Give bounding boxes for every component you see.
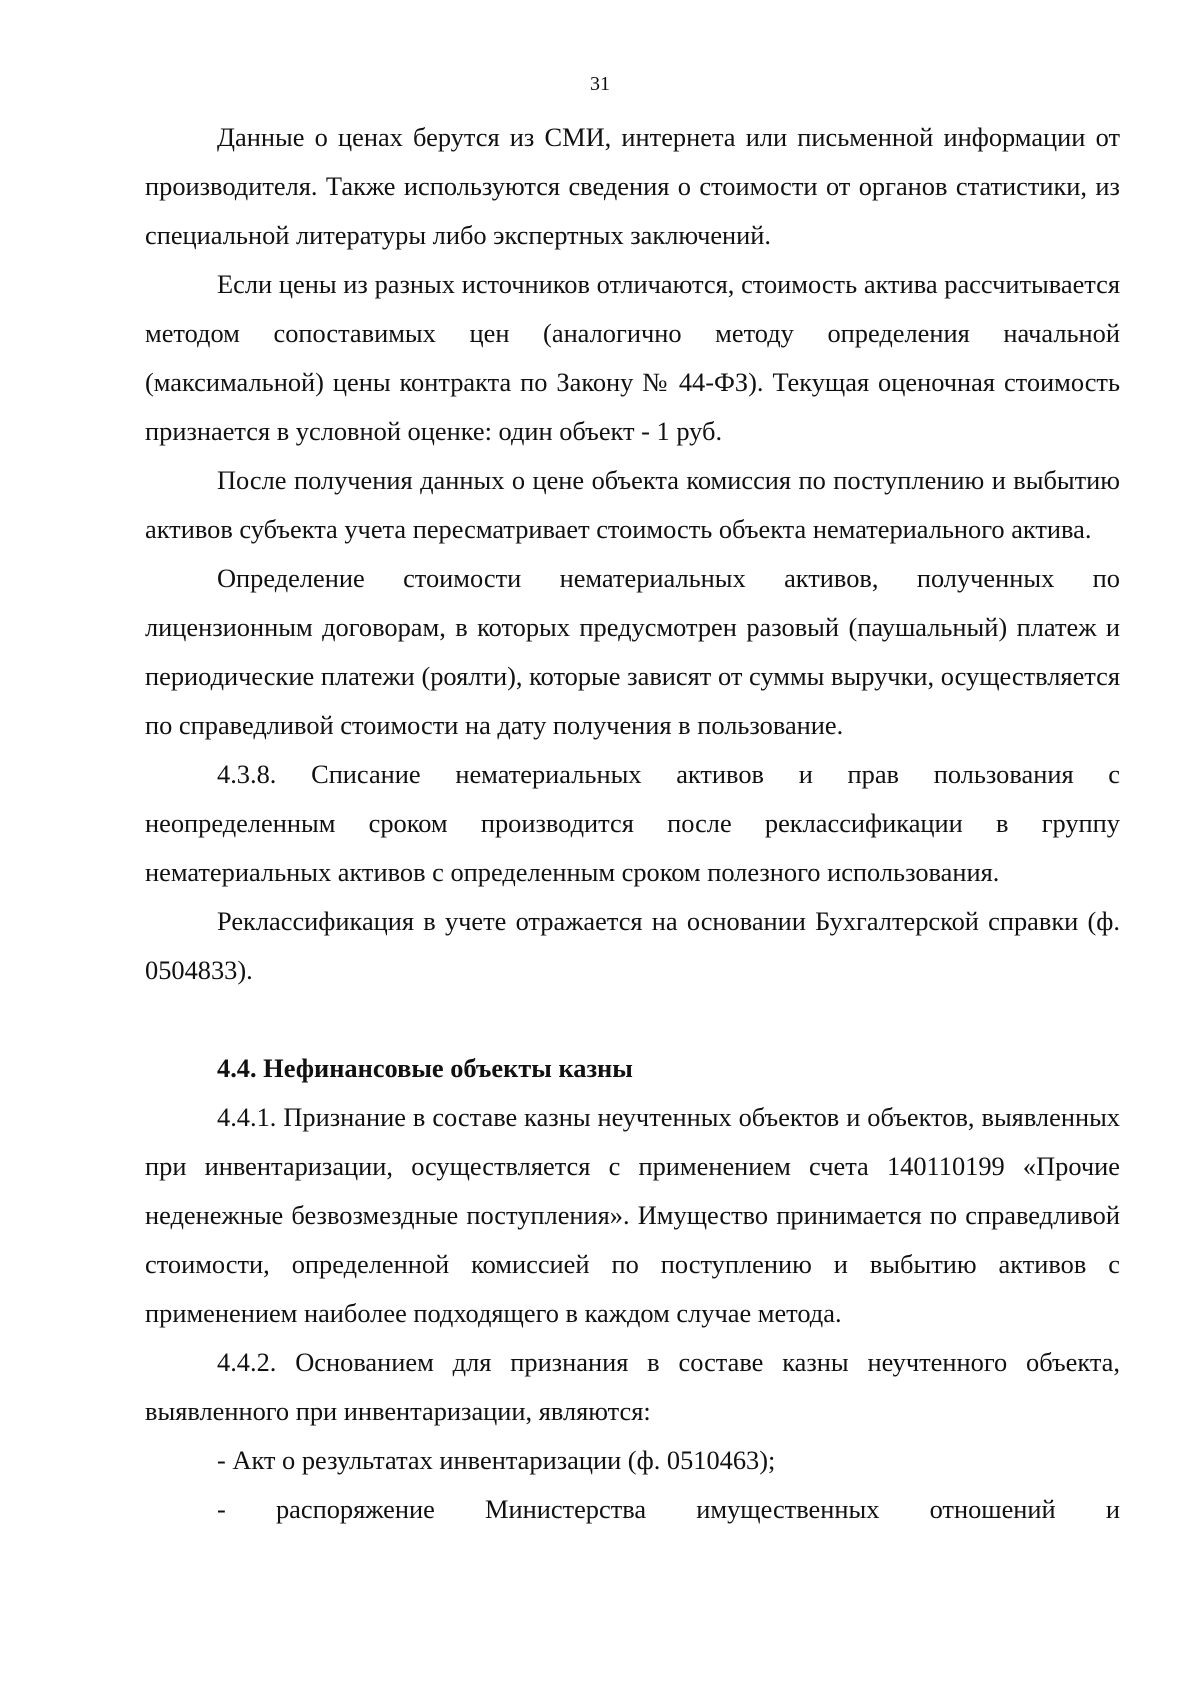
paragraph-license-valuation: Определение стоимости нематериальных активов, полученных по лицензионным договорам, в которых предусмотрен разовый (паушальный) платеж и периодические платежи (роялти), которые зависят от суммы выручки, осуществляется по справедливой стоимости на дату получения в пользование. [145, 563, 1120, 740]
list-item-ministry-order: - распоряжение Министерства имущественных отношений и [217, 1494, 1120, 1524]
paragraph-4-4-1: 4.4.1. Признание в составе казны неучтенных объектов и объектов, выявленных при инвентаризации, осуществляется с применением счета 140110199 «Прочие неденежные безвозмездные поступления». Имущество принимается по справедливой стоимости, определенной комиссией по поступлению и выбытию активов с применением наиболее подходящего в каждом случае метода. [145, 1102, 1120, 1328]
page-number: 31 [590, 73, 610, 95]
document-body [145, 113, 1120, 1534]
paragraph-4-4-2: 4.4.2. Основанием для признания в составе казны неучтенного объекта, выявленного при инвентаризации, являются: [145, 1347, 1120, 1426]
section-heading: 4.4. Нефинансовые объекты казны [217, 1053, 633, 1083]
paragraph-comparable-prices: Если цены из разных источников отличаются, стоимость актива рассчитывается методом сопоставимых цен (аналогично методу определения начальной (максимальной) цены контракта по Закону № 44-ФЗ). Текущая оценочная стоимость признается в условной оценке: один объект - 1 руб. [145, 269, 1120, 446]
paragraph-price-sources: Данные о ценах берутся из СМИ, интернета или письменной информации от производителя. Также используются сведения о стоимости от органов статистики, из специальной литературы либо экспертных заключений. [145, 122, 1120, 250]
list-item-inventory-act: - Акт о результатах инвентаризации (ф. 0510463); [217, 1445, 776, 1475]
paragraph-4-3-8: 4.3.8. Списание нематериальных активов и прав пользования с неопределенным сроком производится после реклассификации в группу нематериальных активов с определенным сроком полезного использования. [145, 759, 1120, 887]
paragraph-reclassification: Реклассификация в учете отражается на основании Бухгалтерской справки (ф. 0504833). [145, 906, 1120, 985]
paragraph-commission-review: После получения данных о цене объекта комиссия по поступлению и выбытию активов субъекта учета пересматривает стоимость объекта нематериального актива. [145, 465, 1120, 544]
